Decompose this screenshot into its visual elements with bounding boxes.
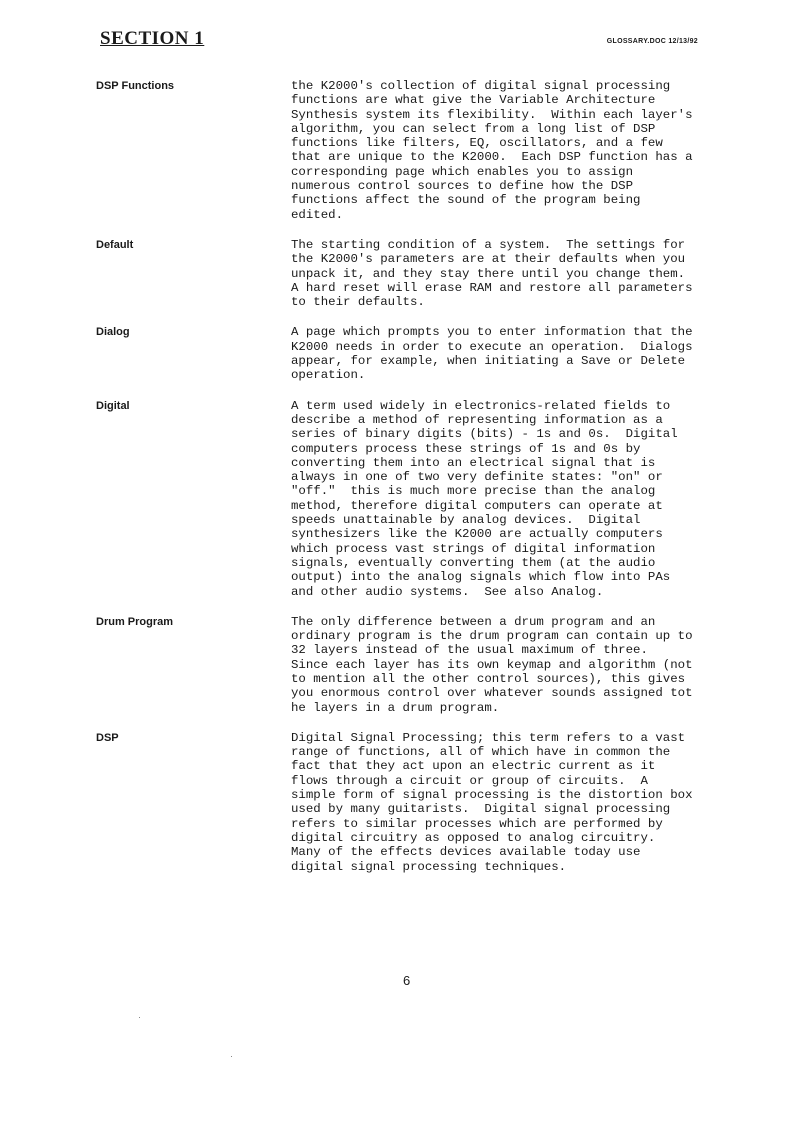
glossary-definition: A term used widely in electronics-related fields to describe a method of representing information as a series of binary digits (bits) - 1s and 0s. Digital computers process these strings of 1s and 0s by converting them into an electrical signal that is always in one of two very definite states: "on" or "off." this is much more precise than the analog method, therefore digital computers can operate at speeds unattainable by analog devices. Digital synthesizers like the K2000 are actually computers which process vast strings of digital information signals, eventually converting them (at the audio output) into the analog signals which flow into PAs and other audio systems. See also Analog.: [291, 398, 678, 599]
page-header: [100, 28, 710, 50]
glossary-definition: the K2000's collection of digital signal processing functions are what give the Variable Architecture Synthesis system its flexibility. Within each layer's algorithm, you can select from a long list of DSP functions like filters, EQ, oscillators, and a few that are unique to the K2000. Each DSP function has a corresponding page which enables you to assign numerous control sources to define how the DSP functions affect the sound of the program being edited.: [291, 79, 693, 222]
glossary-definition: A page which prompts you to enter information that the K2000 needs in order to execute an operation. Dialogs appear, for example, when initiating a Save or Delete operation.: [291, 325, 693, 383]
page-number: 6: [403, 973, 411, 988]
scan-speck: [231, 1056, 232, 1057]
glossary-term: Dialog: [96, 326, 130, 339]
glossary-term: DSP Functions: [96, 80, 175, 92]
glossary-definition: Digital Signal Processing; this term refers to a vast range of functions, all of which have in common the fact that they act upon an electric current as it flows through a circuit or group of circuits. A simple form of signal processing is the distortion box used by many guitarists. Digital signal processing refers to similar processes which are performed by digital circuitry as opposed to analog circuitry. Many of the effects devices available today use digital signal processing techniques.: [291, 730, 693, 874]
document-id: GLOSSARY.DOC 12/13/92: [606, 38, 698, 45]
glossary-entry-digital: [96, 399, 746, 599]
scan-speck: [139, 1017, 140, 1018]
glossary-definition: The starting condition of a system. The settings for the K2000's parameters are at their defaults when you unpack it, and they stay there until you change them. A hard reset will erase RAM and restore all parameters to their defaults.: [291, 237, 693, 310]
glossary-term: Default: [96, 238, 134, 251]
glossary-term: Digital: [96, 399, 130, 412]
glossary-definition: The only difference between a drum program and an ordinary program is the drum program can contain up to 32 layers instead of the usual maximum of three. Since each layer has its own keymap and algorithm (not to mention all the other control sources), this gives you enormous control over whatever sounds assigned tot he layers in a drum program.: [291, 614, 693, 715]
glossary-entry-dialog: [96, 325, 746, 382]
section-title: SECTION 1: [100, 28, 205, 49]
glossary-entry-default: [96, 238, 746, 309]
glossary-term: DSP: [96, 731, 119, 744]
glossary-entry-dsp-functions: [96, 79, 746, 222]
glossary-entry-dsp: [96, 731, 746, 874]
glossary-term: Drum Program: [96, 615, 174, 628]
glossary-entry-drum-program: [96, 615, 746, 715]
glossary-entries: [96, 79, 746, 890]
